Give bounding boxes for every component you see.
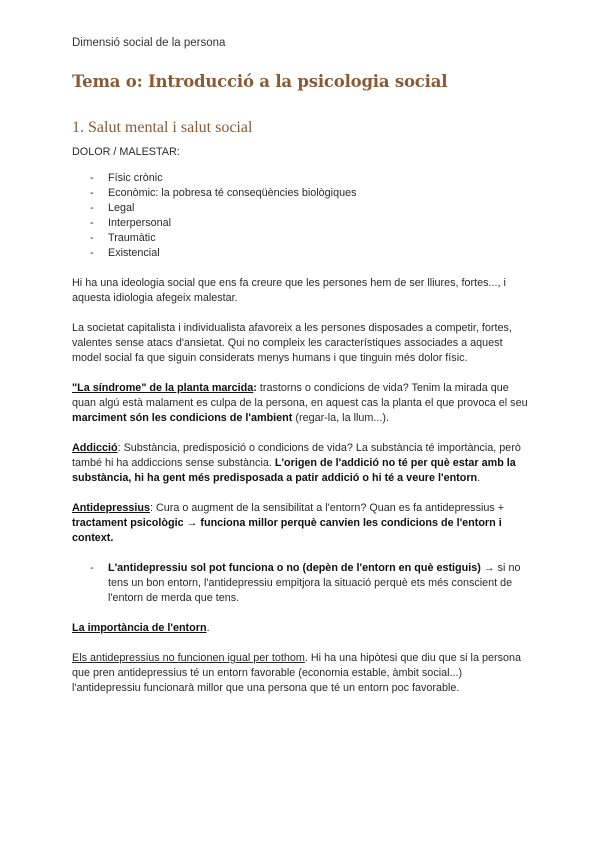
paragraph-environment: La importància de l'entorn. [72,622,210,634]
page-header: Dimensió social de la persona [72,37,226,49]
list-item: - Físic crònic [72,171,530,186]
dolor-list [72,171,530,261]
list-item: - L'antidepressiu sol pot funciona o no (depèn de l'entorn en què estiguis) → si no tens un bon entorn, l'antidepressiu empitjora la situació perquè ets més conscient de l'entorn de merda que tens. [72,561,530,606]
term-environment: La importància de l'entorn [72,622,207,634]
list-item: - Existencial [72,246,530,261]
paragraph-antidepressants: Antidepressius: Cura o augment de la sensibilitat a l'entorn? Quan es fa antidepressius + tractament psicològic → funciona millor perquè canvien les condicions de l'entorn i context. [72,502,505,544]
paragraph-hypothesis: Els antidepressius no funcionen igual per tothom. Hi ha una hipòtesi que diu que si la persona que pren antidepressius té un entorn favorable (economia estable, àmbit social...) l'antidepressiu funcionarà millor que una persona que té un entorn poc favorable. [72,652,521,694]
dolor-label: DOLOR / MALESTAR: [72,146,180,158]
underlined-claim: Els antidepressius no funcionen igual per tothom [72,652,305,664]
page-title: Tema o: Introducció a la psicologia social [72,72,448,91]
list-item: - Interpersonal [72,216,530,231]
term-plant-syndrome: "La síndrome" de la planta marcida [72,382,254,394]
list-item: - Econòmic: la pobresa té conseqüències biològiques [72,186,530,201]
paragraph-addiction: Addicció: Substància, predisposició o condicions de vida? La substància té importància, però també hi ha addiccions sense substància. L'origen de l'addició no té per què estar amb la substància, hi ha gent més predisposada a patir addició o hi té a veure l'entorn. [72,442,521,484]
document-body [72,145,530,711]
paragraph-capitalism: La societat capitalista i individualista afavoreix a les persones disposades a competir, fortes, valentes sense atacs d'ansietat. Qui no compleix les característiques associades a aquest model social fa que siguin considerats menys humans i que tinguin més dolor físic. [72,322,512,364]
list-item: - Legal [72,201,530,216]
section-heading: 1. Salut mental i salut social [72,119,253,136]
term-addiction: Addicció [72,442,118,454]
term-antidepressants: Antidepressius [72,502,150,514]
antidepressant-bullet-list [72,561,530,606]
paragraph-plant-syndrome: "La síndrome" de la planta marcida: trastorns o condicions de vida? Tenim la mirada que quan algú està malament es culpa de la persona, en aquest cas la planta el que provoca el seu marciment són les condicions de l'ambient (regar-la, la llum...). [72,382,528,424]
list-item: - Traumàtic [72,231,530,246]
paragraph-ideology: Hi ha una ideologia social que ens fa creure que les persones hem de ser lliures, fortes..., i aquesta idiologia afegeix malestar. [72,277,506,304]
